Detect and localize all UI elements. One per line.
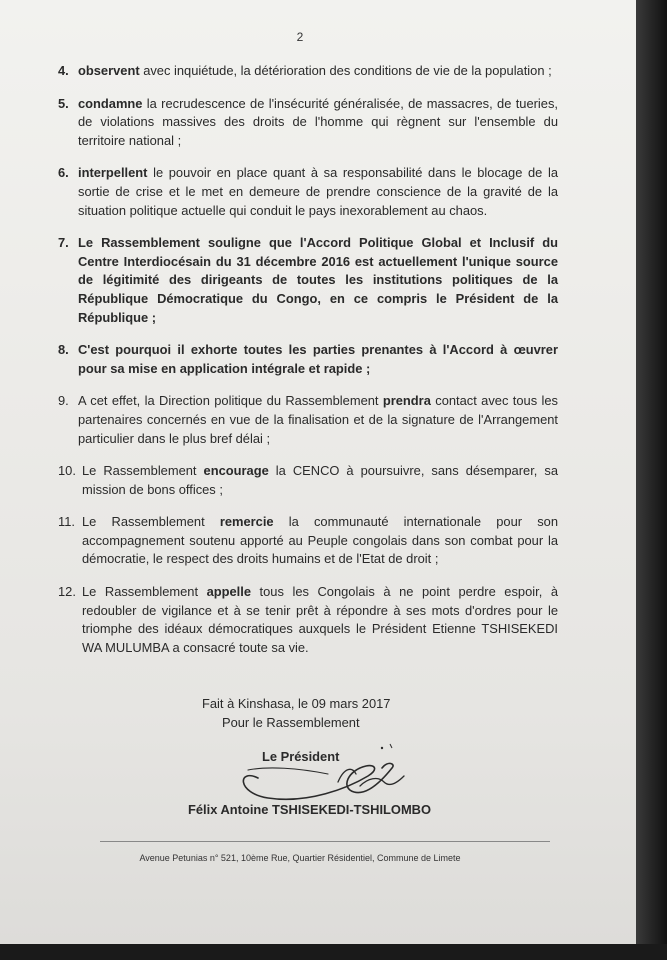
footer-divider	[100, 841, 550, 842]
list-item	[58, 62, 558, 81]
list-item	[58, 341, 558, 378]
signatory-name: Félix Antoine TSHISEKEDI-TSHILOMBO	[188, 802, 432, 817]
item-text: observent avec inquiétude, la détérioration des conditions de vie de la population ;	[78, 63, 552, 78]
list-item	[58, 392, 558, 448]
item-text: C'est pourquoi il exhorte toutes les parties prenantes à l'Accord à œuvrer pour sa mise en application intégrale et rapide ;	[78, 342, 558, 376]
desk-background	[0, 944, 667, 960]
place-date: Fait à Kinshasa, le 09 mars 2017	[202, 696, 391, 711]
item-text: Le Rassemblement remercie la communauté internationale pour son accompagnement soutenu apporté au Peuple congolais dans son combat pour la démocratie, le respect des droits humains et de l'Etat de droit ;	[82, 514, 558, 567]
item-number: 10.	[58, 463, 76, 479]
item-number: 6.	[58, 165, 69, 181]
list-item	[58, 513, 558, 569]
item-text: Le Rassemblement souligne que l'Accord Politique Global et Inclusif du Centre Interdiocésain du 31 décembre 2016 est actuellement l'unique source de légitimité des dirigeants de toutes les institutions politiques de la République Démocratique du Congo, en ce compris le Président de la République ;	[78, 235, 558, 325]
item-text: condamne la recrudescence de l'insécurité généralisée, de massacres, de tueries, de violations massives des droits de l'homme qui règnent sur l'ensemble du territoire national ;	[78, 95, 558, 148]
list-item	[58, 462, 558, 499]
list-item	[58, 583, 558, 657]
item-number: 12.	[58, 584, 76, 600]
item-number: 5.	[58, 95, 69, 111]
item-text: A cet effet, la Direction politique du Rassemblement prendra contact avec tous les partenaires concernés en vue de la finalisation et de la signature de l'Arrangement particulier dans le plus bref délai ;	[78, 393, 558, 446]
resolution-list	[58, 62, 558, 657]
list-item	[58, 164, 558, 220]
item-number: 11.	[58, 514, 75, 530]
footer-address: Avenue Petunias n° 521, 10ème Rue, Quartier Résidentiel, Commune de Limete	[139, 853, 461, 863]
item-number: 4.	[58, 63, 69, 78]
item-number: 9.	[58, 393, 69, 409]
signatory-title: Le Président	[262, 749, 340, 764]
handwritten-signature	[228, 738, 418, 808]
item-text: Le Rassemblement appelle tous les Congolais à ne point perdre espoir, à redoubler de vigilance et à se tenir prêt à répondre à ses mots d'ordres pour le triomphe des idéaux démocratiques auxquels le Président Etienne TSHISEKEDI WA MULUMBA a consacré toute sa vie.	[82, 584, 558, 655]
item-text: interpellent le pouvoir en place quant à sa responsabilité dans le blocage de la sortie de crise et le met en demeure de prendre conscience de la gravité de la situation politique actuelle qui conduit le pays inexorablement au chaos.	[78, 165, 558, 218]
item-number: 8.	[58, 342, 69, 358]
signatory-organization: Pour le Rassemblement	[222, 715, 360, 730]
page-number: 2	[296, 30, 304, 44]
desk-background	[636, 0, 667, 960]
item-number: 7.	[58, 235, 69, 251]
list-item	[58, 95, 558, 151]
item-text: Le Rassemblement encourage la CENCO à poursuivre, sans désemparer, sa mission de bons offices ;	[82, 463, 558, 497]
list-item	[58, 234, 558, 327]
